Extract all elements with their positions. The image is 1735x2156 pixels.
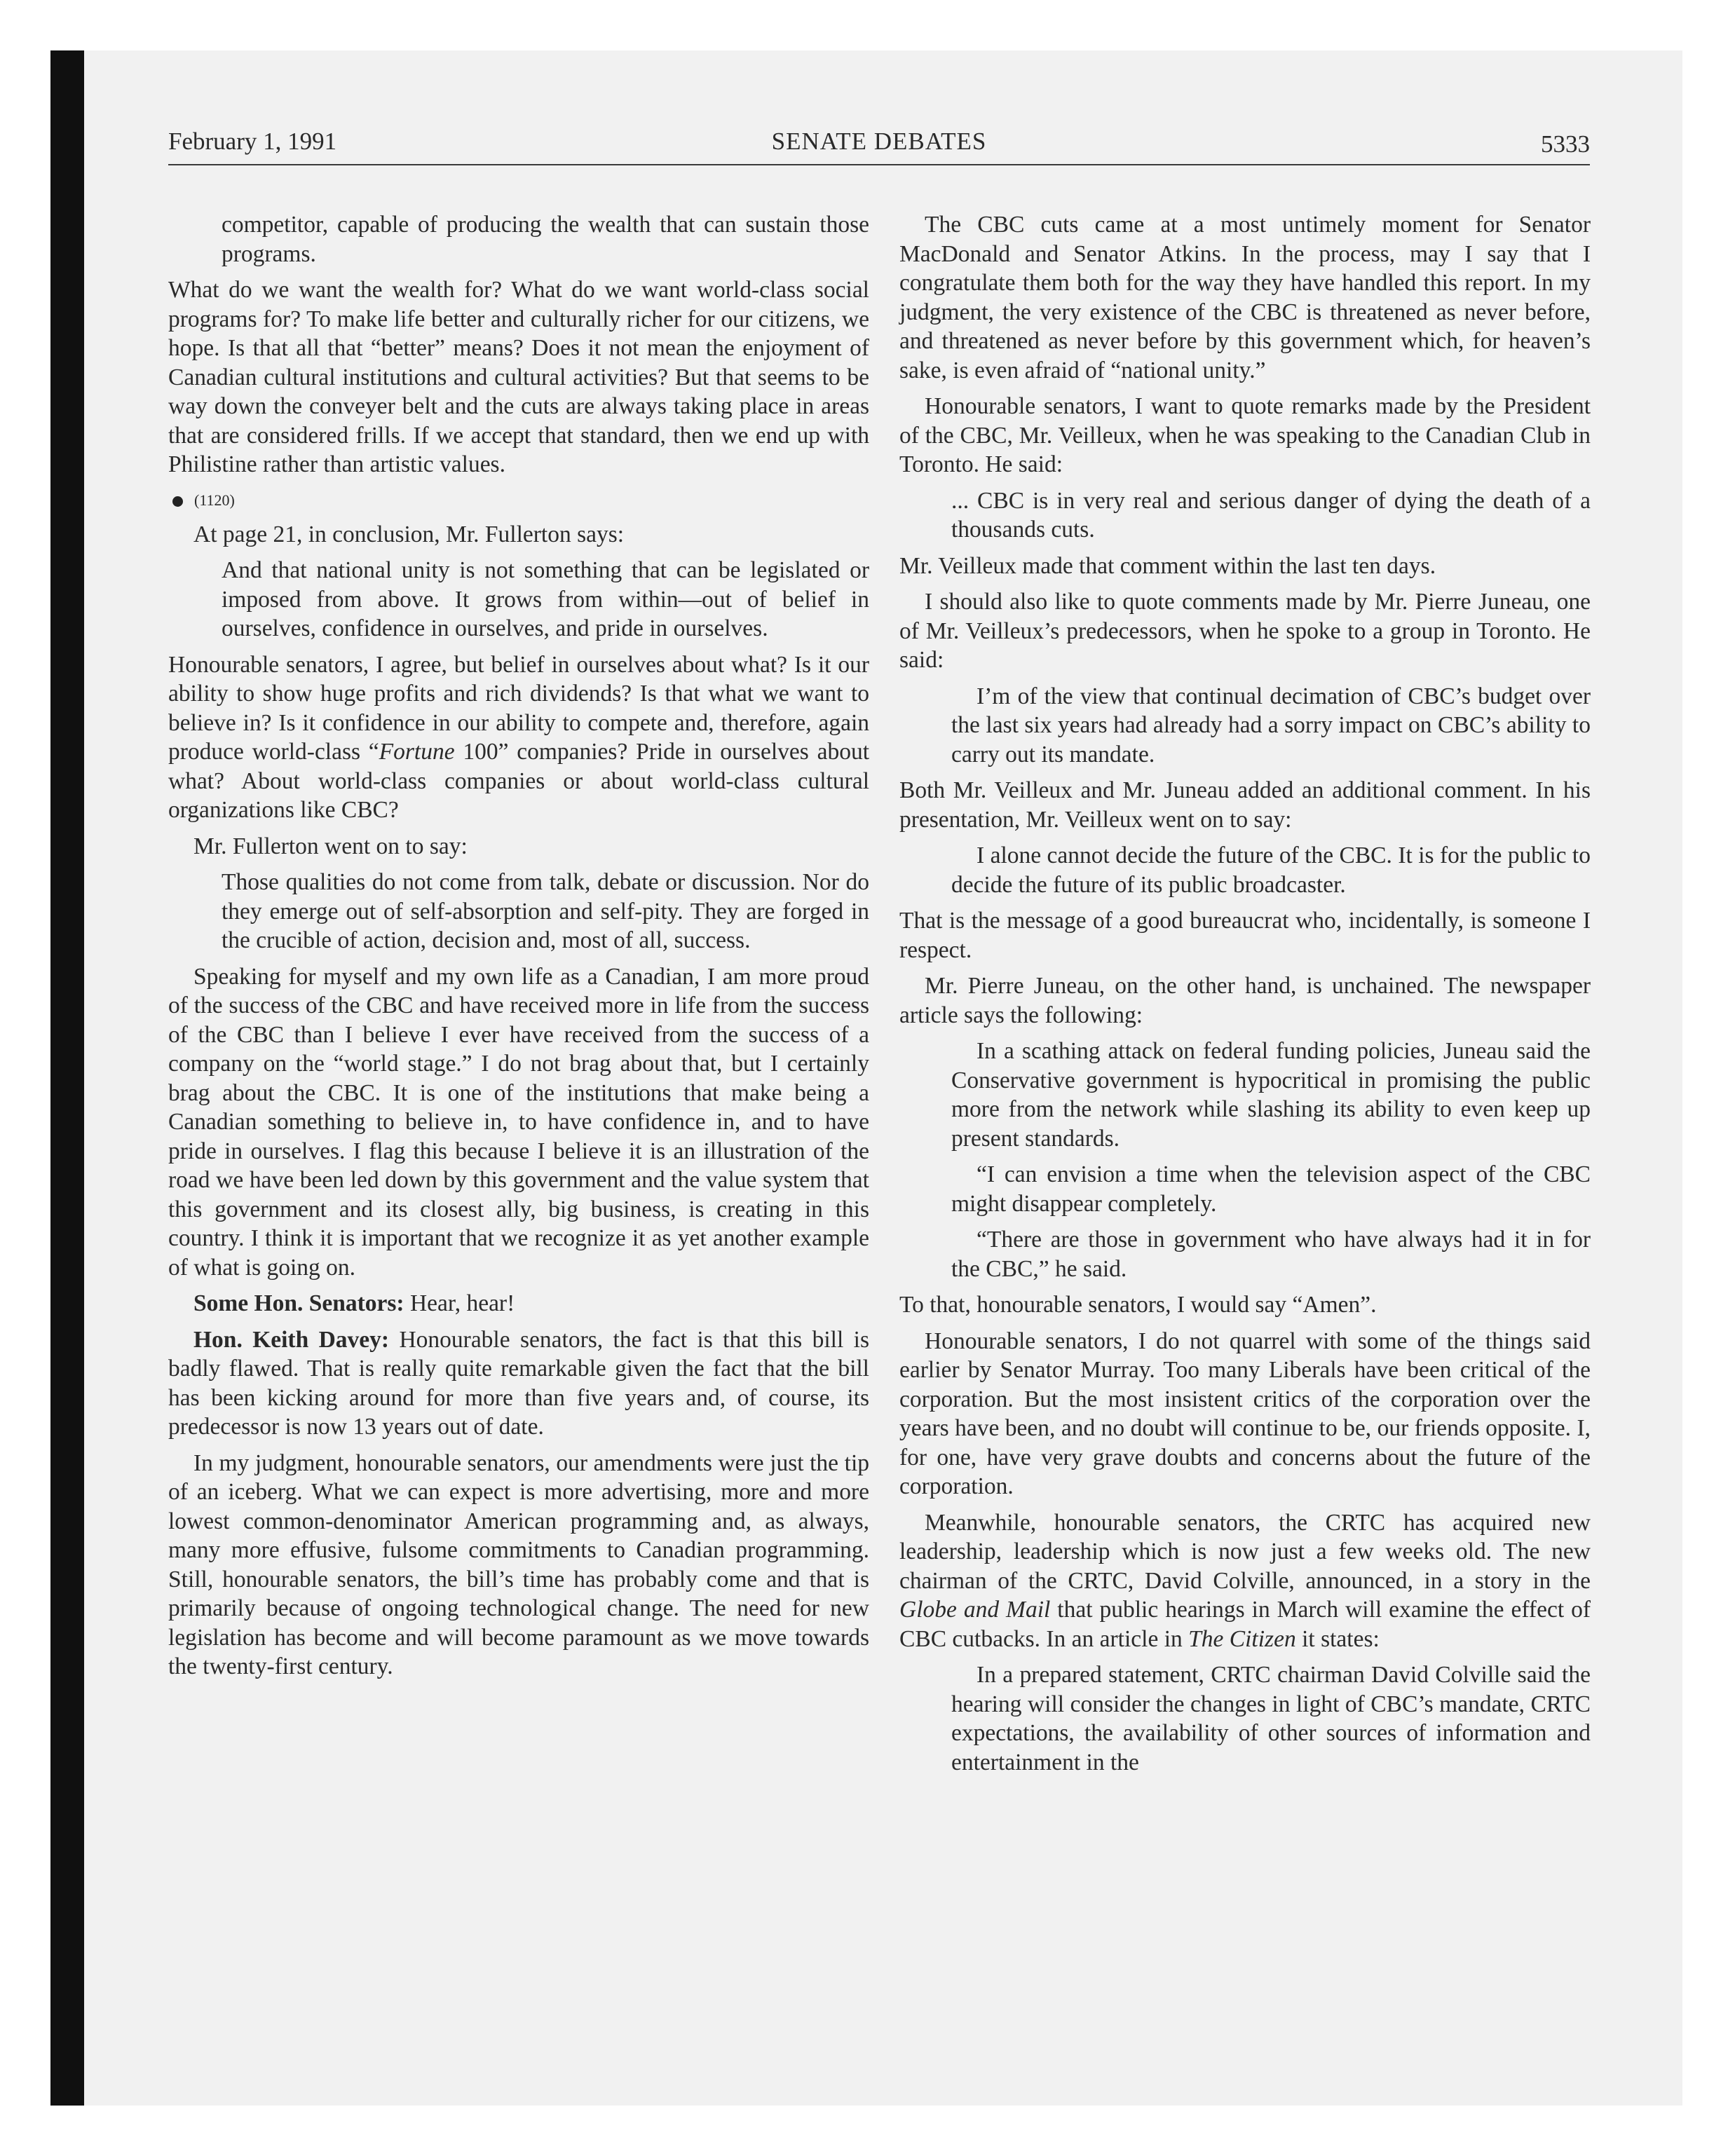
page-header bbox=[168, 128, 1590, 165]
paragraph: Speaking for myself and my own life as a Canadian, I am more proud of the success of the CBC and have received more in life from the success of the CBC than I believe I ever have received from the success of a company on the “world stage.” I do not brag about that, but I certainly brag about the CBC. It is one of the institutions that make being a Canadian something to believe in, to have confidence in, and to have pride in ourselves. I flag this because I believe it is an illustration of the road we have been led down by this government and the value system that this government and its closest ally, big business, is creating in this country. I think it is important that we recognize it as yet another example of what is going on. bbox=[168, 963, 869, 1281]
paragraph: Mr. Fullerton went on to say: bbox=[193, 833, 468, 859]
left-column bbox=[168, 210, 869, 1688]
quote-paragraph: In a scathing attack on federal funding policies, Juneau said the Conservative government is hypocritical in promising the public more from the network while slashing its ability to even keep up present standards. bbox=[951, 1038, 1591, 1152]
paragraph: Mr. Pierre Juneau, on the other hand, is unchained. The newspaper article says the following: bbox=[899, 973, 1591, 1028]
quote-paragraph: And that national unity is not something that can be legislated or imposed from above. It grows from within—out of belief in ourselves, confidence in ourselves, and pride in ourselves. bbox=[222, 557, 869, 641]
paragraph: That is the message of a good bureaucrat who, incidentally, is someone I respect. bbox=[899, 908, 1591, 963]
quote-paragraph: competitor, capable of producing the wealth that can sustain those programs. bbox=[222, 212, 869, 267]
time-marker bbox=[168, 486, 869, 514]
quote-paragraph: ... CBC is in very real and serious danger of dying the death of a thousands cuts. bbox=[951, 487, 1591, 543]
paragraph: At page 21, in conclusion, Mr. Fullerton says: bbox=[193, 521, 625, 547]
paragraph: I should also like to quote comments made by Mr. Pierre Juneau, one of Mr. Veilleux’s predecessors, when he spoke to a group in Toronto. He said: bbox=[899, 589, 1591, 673]
quote-paragraph: “There are those in government who have always had it in for the CBC,” he said. bbox=[951, 1227, 1591, 1282]
paragraph bbox=[899, 1508, 1591, 1654]
text-run: 100” companies? Pride in ourselves about what? About world-class companies or about world-class cultural organizations like CBC? bbox=[168, 739, 869, 823]
speech-paragraph bbox=[168, 1289, 869, 1318]
paragraph: Honourable senators, I want to quote remarks made by the President of the CBC, Mr. Veilleux, when he was speaking to the Canadian Club in Toronto. He said: bbox=[899, 393, 1591, 477]
quote-paragraph: “I can envision a time when the television aspect of the CBC might disappear completely. bbox=[951, 1161, 1591, 1217]
paragraph: In my judgment, honourable senators, our amendments were just the tip of an iceberg. What we can expect is more advertising, more and more lowest common-denominator American programming and, as always, many more effusive, fulsome commitments to Canadian programming. Still, honourable senators, the bill’s time has probably come and that is primarily because of ongoing technological change. The need for new legislation has become and will become paramount as we move towards the twenty-first century. bbox=[168, 1449, 869, 1679]
quote-paragraph: Those qualities do not come from talk, debate or discussion. Nor do they emerge out of self-absorption and self-pity. They are forged in the crucible of action, decision and, most of all, success. bbox=[222, 869, 869, 953]
speaker-name: Some Hon. Senators: bbox=[193, 1290, 404, 1316]
speaker-name: Hon. Keith Davey: bbox=[193, 1326, 390, 1353]
paragraph bbox=[168, 650, 869, 825]
text-run: Honourable senators, I agree, but belief in ourselves about what? Is it our ability to show huge profits and rich dividends? Is that what we want to believe in? Is it confidence in our ability to compete and, therefore, again produce world-class “ bbox=[168, 651, 869, 765]
binding-edge bbox=[50, 50, 84, 2106]
speech-text: Hear, hear! bbox=[404, 1290, 515, 1316]
header-date: February 1, 1991 bbox=[168, 128, 337, 155]
paragraph: Both Mr. Veilleux and Mr. Juneau added an additional comment. In his presentation, Mr. Veilleux went on to say: bbox=[899, 777, 1591, 833]
speech-paragraph bbox=[168, 1325, 869, 1442]
italic-text: Fortune bbox=[379, 739, 455, 765]
time-marker-text: (1120) bbox=[194, 491, 235, 509]
paragraph: Honourable senators, I do not quarrel with some of the things said earlier by Senator Murray. Too many Liberals have been critical of the corporation. But the most insistent critics of the corporation over the years have been, and no doubt will continue to be, our friends opposite. I, for one, have very grave doubts and concerns about the future of the corporation. bbox=[899, 1328, 1591, 1499]
italic-text: The Citizen bbox=[1188, 1625, 1296, 1652]
paragraph: Mr. Veilleux made that comment within the last ten days. bbox=[899, 552, 1436, 579]
text-run: it states: bbox=[1295, 1625, 1380, 1652]
quote-paragraph: I alone cannot decide the future of the CBC. It is for the public to decide the future of its public broadcaster. bbox=[951, 842, 1591, 898]
right-column bbox=[899, 210, 1591, 1784]
speech-text: Honourable senators, the fact is that this bill is badly flawed. That is really quite remarkable given the fact that the bill has been kicking around for more than five years and, of course, its predecessor is now 13 years out of date. bbox=[168, 1326, 869, 1440]
text-run: that public hearings in March will examine the effect of CBC cutbacks. In an article in bbox=[899, 1597, 1591, 1652]
paragraph: What do we want the wealth for? What do we want world-class social programs for? To make life better and culturally richer for our citizens, we hope. Is that all that “better” means? Does it not mean the enjoyment of Canadian cultural institutions and cultural activities? But that seems to be way down the conveyer belt and the cuts are always taking place in areas that are considered frills. If we accept that standard, then we end up with Philistine rather than artistic values. bbox=[168, 277, 869, 477]
bullet-icon bbox=[172, 496, 183, 507]
quote-paragraph: I’m of the view that continual decimation of CBC’s budget over the last six years had already had a sorry impact on CBC’s ability to carry out its mandate. bbox=[951, 683, 1591, 767]
page-number: 5333 bbox=[1541, 130, 1590, 158]
paragraph: To that, honourable senators, I would say “Amen”. bbox=[899, 1292, 1377, 1318]
italic-text: Globe and Mail bbox=[899, 1597, 1051, 1623]
paragraph: The CBC cuts came at a most untimely moment for Senator MacDonald and Senator Atkins. In the process, may I say that I congratulate them both for the way they have handled this report. In my judgment, the very existence of the CBC is threatened as never before, and threatened as never before by this government which, for heaven’s sake, is even afraid of “national unity.” bbox=[899, 212, 1591, 383]
header-title: SENATE DEBATES bbox=[771, 128, 987, 155]
quote-paragraph: In a prepared statement, CRTC chairman David Colville said the hearing will consider the changes in light of CBC’s mandate, CRTC expectations, the availability of other sources of information and entertainment in the bbox=[951, 1662, 1591, 1775]
text-run: Meanwhile, honourable senators, the CRTC has acquired new leadership, leadership which is now just a few weeks old. The new chairman of the CRTC, David Colville, announced, in a story in the bbox=[899, 1509, 1591, 1594]
